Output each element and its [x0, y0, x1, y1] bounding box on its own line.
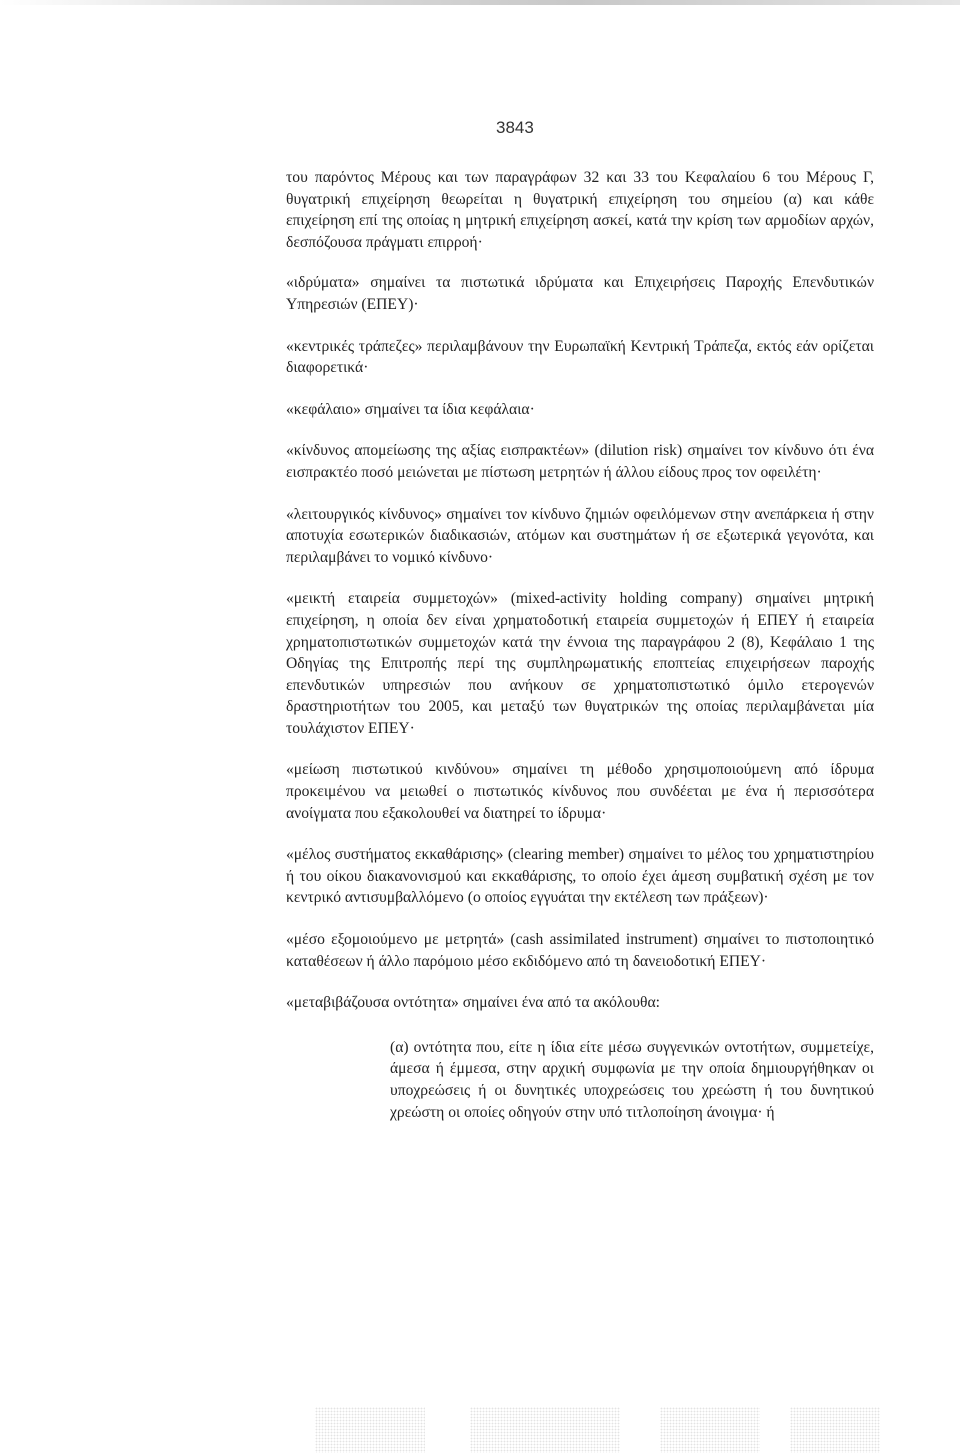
scan-top-edge [0, 0, 960, 5]
definition-paragraph: «κεντρικές τράπεζες» περιλαμβάνουν την Ευρωπαϊκή Κεντρική Τράπεζα, εκτός εάν ορίζεται διαφορετικά· [286, 337, 874, 377]
scan-noise [315, 1407, 425, 1453]
definition-paragraph: «κίνδυνος απομείωσης της αξίας εισπρακτέων» (dilution risk) σημαίνει τον κίνδυνο ότι ένα εισπρακτέο ποσό μειώνεται με πίστωση μετρητών ή άλλου είδους προς τον οφειλέτη· [286, 442, 874, 481]
page-number: 3843 [496, 118, 534, 137]
definition-paragraph: «λειτουργικός κίνδυνος» σημαίνει τον κίνδυνο ζημιών οφειλόμενων στην ανεπάρκεια ή στην αποτυχία εσωτερικών διαδικασιών, ατόμων και συστημάτων ή σε εξωτερικά γεγονότα, και περιλαμβάνει το νομικό κίνδυνο· [286, 505, 874, 566]
intro-paragraph: του παρόντος Μέρους και των παραγράφων 32 και 33 του Κεφαλαίου 6 του Μέρους Γ, θυγατρική επιχείρηση θεωρείται η θυγατρική επιχείρηση του σημείου (α) και κάθε επιχείρηση επί της οποίας η μητρική επιχείρηση ασκεί, κατά την κρίση των αρμοδίων αρχών, δεσπόζουσα πράγματι επιρροή· [286, 169, 874, 251]
definition-paragraph: «ιδρύματα» σημαίνει τα πιστωτικά ιδρύματα και Επιχειρήσεις Παροχής Επενδυτικών Υπηρεσιών (ΕΠΕΥ)· [286, 274, 874, 313]
scan-noise [470, 1407, 620, 1453]
list-item: (α) οντότητα που, είτε η ίδια είτε μέσω συγγενικών οντοτήτων, συμμετείχε, άμεσα ή έμμεσα, στην αρχική συμφωνία με την οποία δημιουργήθηκαν οι υποχρεώσεις ή οι δυνητικές υποχρεώσεις του χρεώστη ή του δυνητικού χρεώστη οι οποίες οδηγούν στην υπό τιτλοποίηση άνοιγμα· ή [390, 1038, 874, 1121]
definition-paragraph: «μεικτή εταιρεία συμμετοχών» (mixed-activity holding company) σημαίνει μητρική επιχείρηση, η οποία δεν είναι χρηματοδοτική εταιρεία συμμετοχών ή ΕΠΕΥ ή εταιρεία χρηματοπιστωτικών συμμετοχών κατά την έννοια της παραγράφου 2 (8), Κεφάλαιο 1 της Οδηγίας της Επιτροπής περί της συμπληρωματικής εποπτείας επιχειρήσεων παροχής επενδυτικών υπηρεσιών που ανήκουν σε χρηματοπιστωτικό όμιλο ετερογενών δραστηριοτήτων του 2005, και μεταξύ των θυγατρικών της οποίας περιλαμβάνεται μία τουλάχιστον ΕΠΕΥ· [286, 590, 874, 737]
definition-paragraph: «κεφάλαιο» σημαίνει τα ίδια κεφάλαια· [286, 400, 535, 418]
definition-paragraph: «μέλος συστήματος εκκαθάρισης» (clearing member) σημαίνει το μέλος του χρηματιστηρίου ή του οίκου διακανονισμού και εκκαθάρισης, το οποίο έχει άμεση συμβατική σχέση με τον κεντρικό αντισυμβαλλόμενο (ο οποίος εγγυάται την εκτέλεση των πράξεων)· [286, 846, 874, 907]
scan-noise [660, 1407, 760, 1453]
scan-noise [790, 1407, 880, 1453]
definition-paragraph: «μείωση πιστωτικού κινδύνου» σημαίνει τη μέθοδο χρησιμοποιούμενη από ίδρυμα προκειμένου να μειωθεί ο πιστωτικός κίνδυνος που συνδέεται με ένα ή περισσότερα ανοίγματα που εξακολουθεί να διατηρεί το ίδρυμα· [286, 761, 874, 822]
document-body [286, 167, 874, 1123]
definition-paragraph: «μεταβιβάζουσα οντότητα» σημαίνει ένα από τα ακόλουθα: [286, 994, 660, 1012]
definition-paragraph: «μέσο εξομοιούμενο με μετρητά» (cash assimilated instrument) σημαίνει το πιστοποιητικό καταθέσεων ή άλλο παρόμοιο μέσο εκδιδόμενο από τη δανειοδοτική ΕΠΕΥ· [286, 931, 874, 970]
